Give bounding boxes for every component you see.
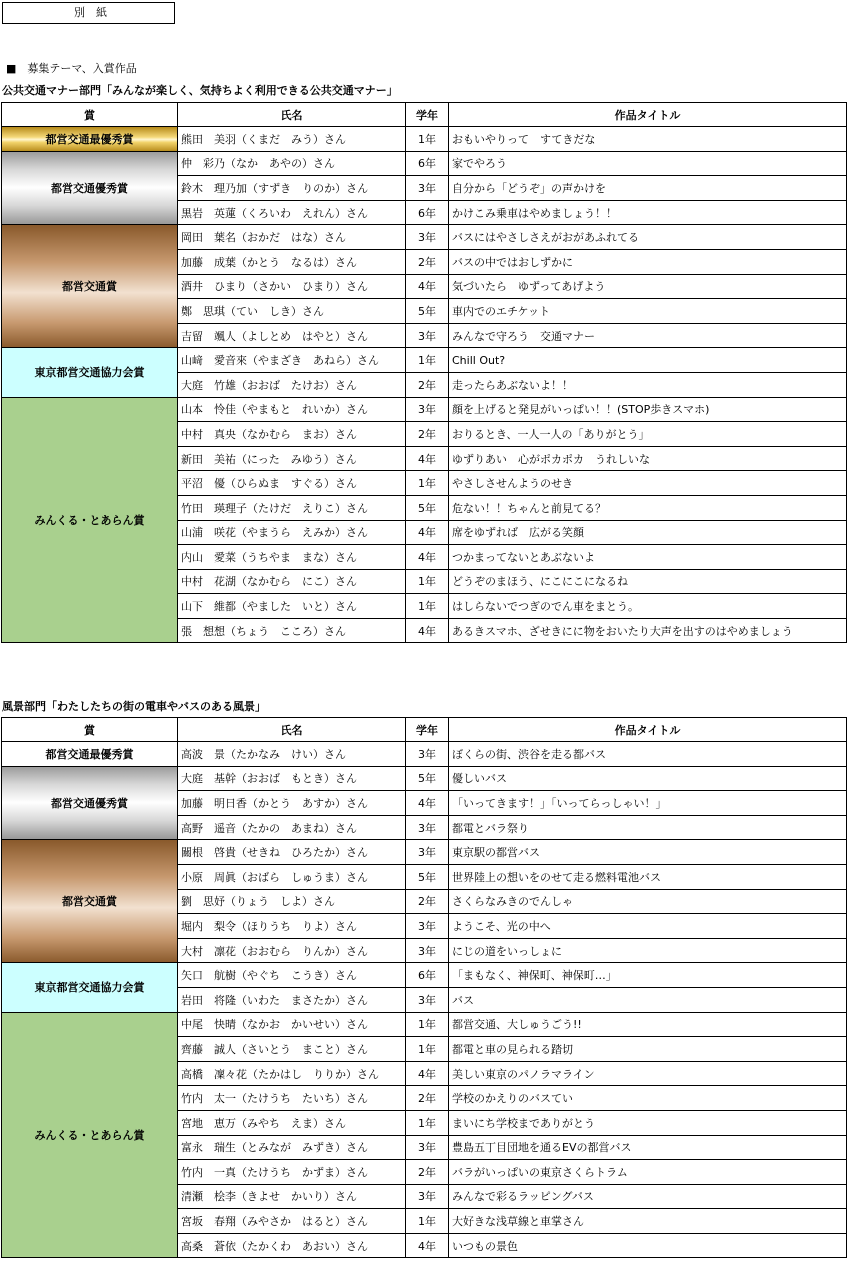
name-cell: 黒岩 英蓮（くろいわ えれん）さん [178,200,406,225]
awards-table-scenery [1,717,847,1258]
name-cell: 山浦 咲花（やまうら えみか）さん [178,520,406,545]
grade-cell: 4年 [406,618,449,643]
title-cell: おもいやりって すてきだな [449,127,847,152]
grade-cell: 6年 [406,200,449,225]
grade-cell: 6年 [406,963,449,988]
name-cell: 中村 真央（なかむら まお）さん [178,422,406,447]
title-cell: やさしさせんようのせき [449,471,847,496]
title-cell: かけこみ乗車はやめましょう！！ [449,200,847,225]
title-cell: 都営交通、大しゅうごう!! [449,1012,847,1037]
name-cell: 中尾 快晴（なかお かいせい）さん [178,1012,406,1037]
table-row [2,127,847,152]
header-award: 賞 [2,103,178,127]
grade-cell: 1年 [406,594,449,619]
header-title: 作品タイトル [449,103,847,127]
grade-cell: 4年 [406,791,449,816]
title-cell: みんなで守ろう 交通マナー [449,323,847,348]
header-name: 氏名 [178,103,406,127]
title-cell: ようこそ、光の中へ [449,914,847,939]
title-cell: つかまってないとあぶないよ [449,545,847,570]
grade-cell: 3年 [406,840,449,865]
title-cell: 東京駅の都営バス [449,840,847,865]
section-heading-manners: 公共交通マナー部門「みんなが楽しく、気持ちよく利用できる公共交通マナー」 [2,84,398,97]
grade-cell: 4年 [406,1061,449,1086]
grade-cell: 1年 [406,471,449,496]
name-cell: 山下 維都（やました いと）さん [178,594,406,619]
table-row [2,963,847,988]
header-name: 氏名 [178,718,406,742]
title-cell: 車内でのエチケット [449,299,847,324]
title-cell: 顔を上げると発見がいっぱい！！(STOP歩きスマホ) [449,397,847,422]
grade-cell: 3年 [406,176,449,201]
name-cell: 加藤 成葉（かとう なるは）さん [178,249,406,274]
name-cell: 新田 美祐（にった みゆう）さん [178,446,406,471]
name-cell: 竹田 瑛理子（たけだ えりこ）さん [178,495,406,520]
grade-cell: 3年 [406,323,449,348]
title-cell: にじの道をいっしょに [449,938,847,963]
name-cell: 岩田 将隆（いわた まさたか）さん [178,987,406,1012]
award-cell: みんくる・とあらん賞 [2,1012,178,1258]
title-cell: 危ない！！ちゃんと前見てる？ [449,495,847,520]
title-cell: 優しいバス [449,766,847,791]
name-cell: 小原 周眞（おばら しゅうま）さん [178,864,406,889]
grade-cell: 4年 [406,446,449,471]
name-cell: 宮地 恵万（みやち えま）さん [178,1110,406,1135]
name-cell: 大庭 竹雄（おおば たけお）さん [178,372,406,397]
attachment-label: 別 紙 [2,2,175,24]
name-cell: 張 想想（ちょう こころ）さん [178,618,406,643]
title-cell: ゆずりあい 心がポカポカ うれしいな [449,446,847,471]
grade-cell: 6年 [406,151,449,176]
header-grade: 学年 [406,103,449,127]
title-cell: Chill Out? [449,348,847,373]
name-cell: 關根 啓貴（せきね ひろたか）さん [178,840,406,865]
title-cell: 大好きな浅草線と車掌さん [449,1209,847,1234]
table-row [2,766,847,791]
grade-cell: 4年 [406,520,449,545]
title-cell: 「いってきます！」「いってらっしゃい！」 [449,791,847,816]
name-cell: 劉 思妤（りょう しよ）さん [178,889,406,914]
table-row [2,348,847,373]
name-cell: 大村 凛花（おおむら りんか）さん [178,938,406,963]
award-cell: 都営交通最優秀賞 [2,127,178,152]
name-cell: 吉留 颯人（よしとめ はやと）さん [178,323,406,348]
table-row [2,742,847,767]
grade-cell: 2年 [406,372,449,397]
grade-cell: 3年 [406,742,449,767]
grade-cell: 5年 [406,495,449,520]
grade-cell: 3年 [406,938,449,963]
title-cell: はしらないでつぎのでん車をまとう。 [449,594,847,619]
name-cell: 富永 瑞生（とみなが みずき）さん [178,1135,406,1160]
title-cell: いつもの景色 [449,1233,847,1258]
title-cell: バラがいっぱいの東京さくらトラム [449,1160,847,1185]
name-cell: 加藤 明日香（かとう あすか）さん [178,791,406,816]
grade-cell: 4年 [406,1233,449,1258]
grade-cell: 4年 [406,274,449,299]
grade-cell: 3年 [406,397,449,422]
title-cell: まいにち学校までありがとう [449,1110,847,1135]
grade-cell: 1年 [406,569,449,594]
table-row [2,1012,847,1037]
name-cell: 岡田 葉名（おかだ はな）さん [178,225,406,250]
table-row [2,151,847,176]
title-cell: バスにはやさしさえがおがあふれてる [449,225,847,250]
title-cell: おりるとき、一人一人の「ありがとう」 [449,422,847,447]
grade-cell: 4年 [406,545,449,570]
award-cell: 東京都営交通協力会賞 [2,963,178,1012]
title-cell: 「まもなく、神保町、神保町…」 [449,963,847,988]
award-cell: 都営交通賞 [2,225,178,348]
title-cell: どうぞのまほう、にこにこになるね [449,569,847,594]
grade-cell: 1年 [406,348,449,373]
title-cell: みんなで彩るラッピングバス [449,1184,847,1209]
name-cell: 鄭 思琪（てい しき）さん [178,299,406,324]
grade-cell: 3年 [406,225,449,250]
title-cell: 都電とバラ祭り [449,815,847,840]
title-cell: 学校のかえりのバスてい [449,1086,847,1111]
name-cell: 高波 景（たかなみ けい）さん [178,742,406,767]
name-cell: 高野 遥音（たかの あまね）さん [178,815,406,840]
name-cell: 竹内 一真（たけうち かずま）さん [178,1160,406,1185]
title-cell: バスの中ではおしずかに [449,249,847,274]
grade-cell: 1年 [406,1110,449,1135]
award-cell: 都営交通最優秀賞 [2,742,178,767]
header-title: 作品タイトル [449,718,847,742]
name-cell: 齊藤 誠人（さいとう まこと）さん [178,1037,406,1062]
intro-text: ■ 募集テーマ、入賞作品 [6,62,137,75]
title-cell: さくらなみきのでんしゃ [449,889,847,914]
grade-cell: 5年 [406,766,449,791]
name-cell: 山﨑 愛音來（やまざき あねら）さん [178,348,406,373]
title-cell: 都電と車の見られる踏切 [449,1037,847,1062]
grade-cell: 3年 [406,815,449,840]
grade-cell: 2年 [406,1086,449,1111]
name-cell: 内山 愛菜（うちやま まな）さん [178,545,406,570]
grade-cell: 1年 [406,1012,449,1037]
name-cell: 山本 怜佳（やまもと れいか）さん [178,397,406,422]
grade-cell: 1年 [406,1037,449,1062]
grade-cell: 5年 [406,299,449,324]
name-cell: 矢口 航樹（やぐち こうき）さん [178,963,406,988]
award-cell: 都営交通賞 [2,840,178,963]
award-cell: 都営交通優秀賞 [2,766,178,840]
title-cell: ぼくらの街、渋谷を走る都バス [449,742,847,767]
title-cell: あるきスマホ、ざせきにに物をおいたり大声を出すのはやめましょう [449,618,847,643]
name-cell: 宮坂 春翔（みやさか はると）さん [178,1209,406,1234]
grade-cell: 2年 [406,1160,449,1185]
grade-cell: 3年 [406,1135,449,1160]
grade-cell: 5年 [406,864,449,889]
name-cell: 大庭 基幹（おおば もとき）さん [178,766,406,791]
grade-cell: 3年 [406,914,449,939]
title-cell: 世界陸上の想いをのせて走る燃料電池バス [449,864,847,889]
awards-table-manners [1,102,847,643]
name-cell: 平沼 優（ひらぬま すぐる）さん [178,471,406,496]
grade-cell: 2年 [406,422,449,447]
award-cell: 都営交通優秀賞 [2,151,178,225]
title-cell: 走ったらあぶないよ！！ [449,372,847,397]
table-row [2,397,847,422]
award-cell: みんくる・とあらん賞 [2,397,178,643]
title-cell: 美しい東京のパノラマライン [449,1061,847,1086]
title-cell: 席をゆずれば 広がる笑顔 [449,520,847,545]
title-cell: 豊島五丁目団地を通るEVの都営バス [449,1135,847,1160]
grade-cell: 1年 [406,127,449,152]
title-cell: 自分から「どうぞ」の声かけを [449,176,847,201]
header-grade: 学年 [406,718,449,742]
grade-cell: 3年 [406,987,449,1012]
name-cell: 高桑 蒼依（たかくわ あおい）さん [178,1233,406,1258]
title-cell: バス [449,987,847,1012]
table-row [2,840,847,865]
name-cell: 熊田 美羽（くまだ みう）さん [178,127,406,152]
title-cell: 家でやろう [449,151,847,176]
grade-cell: 2年 [406,249,449,274]
name-cell: 中村 花湖（なかむら にこ）さん [178,569,406,594]
name-cell: 酒井 ひまり（さかい ひまり）さん [178,274,406,299]
grade-cell: 1年 [406,1209,449,1234]
section-heading-scenery: 風景部門「わたしたちの街の電車やバスのある風景」 [2,700,266,713]
name-cell: 仲 彩乃（なか あやの）さん [178,151,406,176]
name-cell: 高橋 凜々花（たかはし りりか）さん [178,1061,406,1086]
header-award: 賞 [2,718,178,742]
name-cell: 堀内 梨令（ほりうち りよ）さん [178,914,406,939]
grade-cell: 3年 [406,1184,449,1209]
name-cell: 竹内 太一（たけうち たいち）さん [178,1086,406,1111]
table-row [2,225,847,250]
award-cell: 東京都営交通協力会賞 [2,348,178,397]
title-cell: 気づいたら ゆずってあげよう [449,274,847,299]
name-cell: 清瀬 桧李（きよせ かいり）さん [178,1184,406,1209]
name-cell: 鈴木 理乃加（すずき りのか）さん [178,176,406,201]
grade-cell: 2年 [406,889,449,914]
